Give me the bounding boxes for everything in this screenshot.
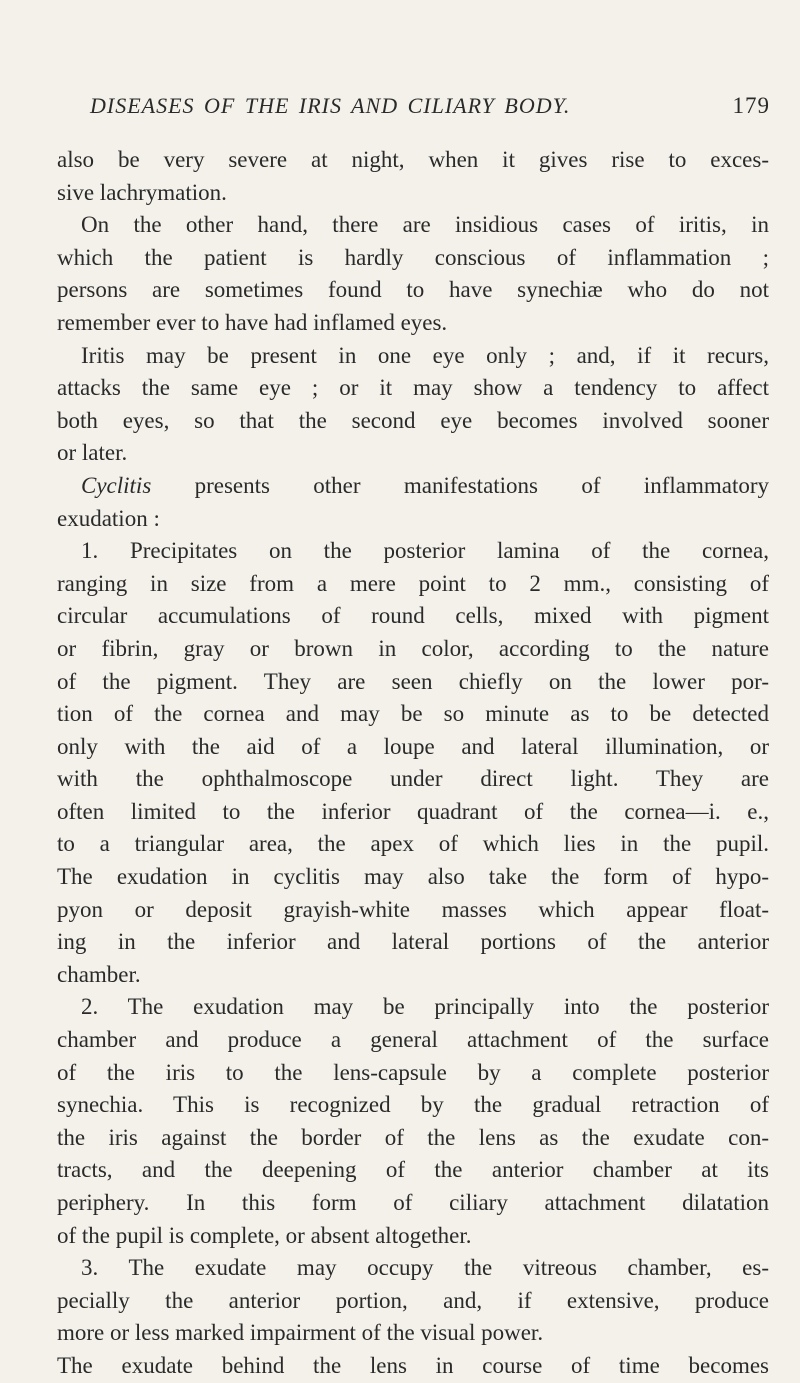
line-text: ing in the inferior and lateral portions of the anterior	[57, 929, 769, 955]
line-text: ranging in size from a mere point to 2 mm., consisting of	[57, 570, 769, 596]
text-line	[57, 698, 769, 731]
line-text: circular accumulations of round cells, mixed with pigment	[57, 603, 769, 629]
text-line	[57, 209, 769, 242]
line-text: attacks the same eye ; or it may show a tendency to affect	[57, 375, 769, 401]
line-text: of the pigment. They are seen chiefly on the lower por-	[57, 668, 769, 694]
text-line	[57, 894, 769, 927]
body-text	[57, 144, 769, 1383]
text-line	[57, 535, 769, 568]
line-text: Iritis may be present in one eye only ; and, if it recurs,	[81, 342, 769, 368]
page-number: 179	[732, 93, 770, 118]
text-line	[57, 731, 769, 764]
text-line	[57, 1220, 769, 1253]
line-text: periphery. In this form of ciliary attachment dilatation	[57, 1190, 769, 1215]
text-line	[57, 1057, 769, 1090]
text-line	[57, 1024, 769, 1057]
line-text: tracts, and the deepening of the anterior chamber at its	[57, 1157, 769, 1183]
line-text: which the patient is hardly conscious of inflammation ;	[57, 244, 769, 270]
line-text: tion of the cornea and may be so minute as to be detected	[57, 701, 769, 727]
text-line	[57, 568, 769, 601]
line-text: The exudation in cyclitis may also take the form of hypo-	[57, 864, 769, 890]
line-text: to a triangular area, the apex of which lies in the pupil.	[57, 831, 769, 857]
line-text: the iris against the border of the lens as the exudate con-	[57, 1124, 769, 1150]
text-line	[57, 470, 769, 503]
text-line	[57, 274, 769, 307]
text-line	[57, 503, 769, 536]
line-text: both eyes, so that the second eye becomes involved sooner	[57, 407, 769, 433]
line-text: presents other manifestations of inflammatory	[151, 472, 769, 498]
text-line	[57, 1317, 769, 1350]
running-head: DISEASES OF THE IRIS AND CILIARY BODY.	[90, 93, 571, 118]
text-line	[57, 959, 769, 992]
page-header	[90, 93, 770, 127]
italic-term: Cyclitis	[81, 472, 152, 498]
text-line	[57, 1154, 769, 1187]
text-line	[57, 763, 769, 796]
line-text: pyon or deposit grayish-white masses which appear float-	[57, 896, 769, 922]
text-line	[57, 926, 769, 959]
line-text: only with the aid of a loupe and lateral illumination, or	[57, 733, 769, 759]
line-text: also be very severe at night, when it gives rise to exces-	[57, 147, 769, 172]
text-line	[57, 1187, 769, 1220]
line-text: of the iris to the lens-capsule by a complete posterior	[57, 1059, 769, 1085]
text-line	[57, 666, 769, 699]
line-text: remember ever to have had inflamed eyes.	[57, 309, 448, 335]
text-line	[57, 144, 769, 177]
text-line	[57, 307, 769, 340]
text-line	[57, 828, 769, 861]
text-line	[57, 1089, 769, 1122]
line-text: exudation :	[57, 505, 160, 531]
text-line	[57, 600, 769, 633]
line-text: sive lachrymation.	[57, 179, 227, 205]
line-text: or fibrin, gray or brown in color, according to the nature	[57, 635, 769, 661]
text-line	[57, 340, 769, 373]
line-text: often limited to the inferior quadrant of the cornea—i. e.,	[57, 798, 769, 824]
line-text: persons are sometimes found to have synechiæ who do not	[57, 277, 769, 303]
line-text: 1. Precipitates on the posterior lamina of the cornea,	[81, 538, 769, 564]
text-line	[57, 861, 769, 894]
text-line	[57, 991, 769, 1024]
line-text: more or less marked impairment of the visual power.	[57, 1320, 544, 1346]
line-text: 2. The exudation may be principally into the posterior	[81, 994, 769, 1020]
line-text: chamber.	[57, 961, 141, 987]
line-text: of the pupil is complete, or absent altogether.	[57, 1222, 472, 1248]
text-line	[57, 1350, 769, 1383]
line-text: On the other hand, there are insidious cases of iritis, in	[81, 212, 769, 238]
text-line	[57, 372, 769, 405]
line-text: chamber and produce a general attachment of the surface	[57, 1027, 769, 1053]
line-text: synechia. This is recognized by the gradual retraction of	[57, 1092, 769, 1118]
line-text: pecially the anterior portion, and, if extensive, produce	[57, 1287, 769, 1313]
text-line	[57, 633, 769, 666]
line-text: with the ophthalmoscope under direct light. They are	[57, 766, 769, 792]
text-line	[57, 405, 769, 438]
text-line	[57, 1285, 769, 1318]
line-text: 3. The exudate may occupy the vitreous chamber, es-	[81, 1255, 769, 1281]
line-text: The exudate behind the lens in course of time becomes	[57, 1352, 769, 1378]
line-text: or later.	[57, 440, 128, 466]
text-line	[57, 437, 769, 470]
text-line	[57, 1252, 769, 1285]
text-line	[57, 1122, 769, 1155]
text-line	[57, 242, 769, 275]
text-line	[57, 177, 769, 210]
text-line	[57, 796, 769, 829]
